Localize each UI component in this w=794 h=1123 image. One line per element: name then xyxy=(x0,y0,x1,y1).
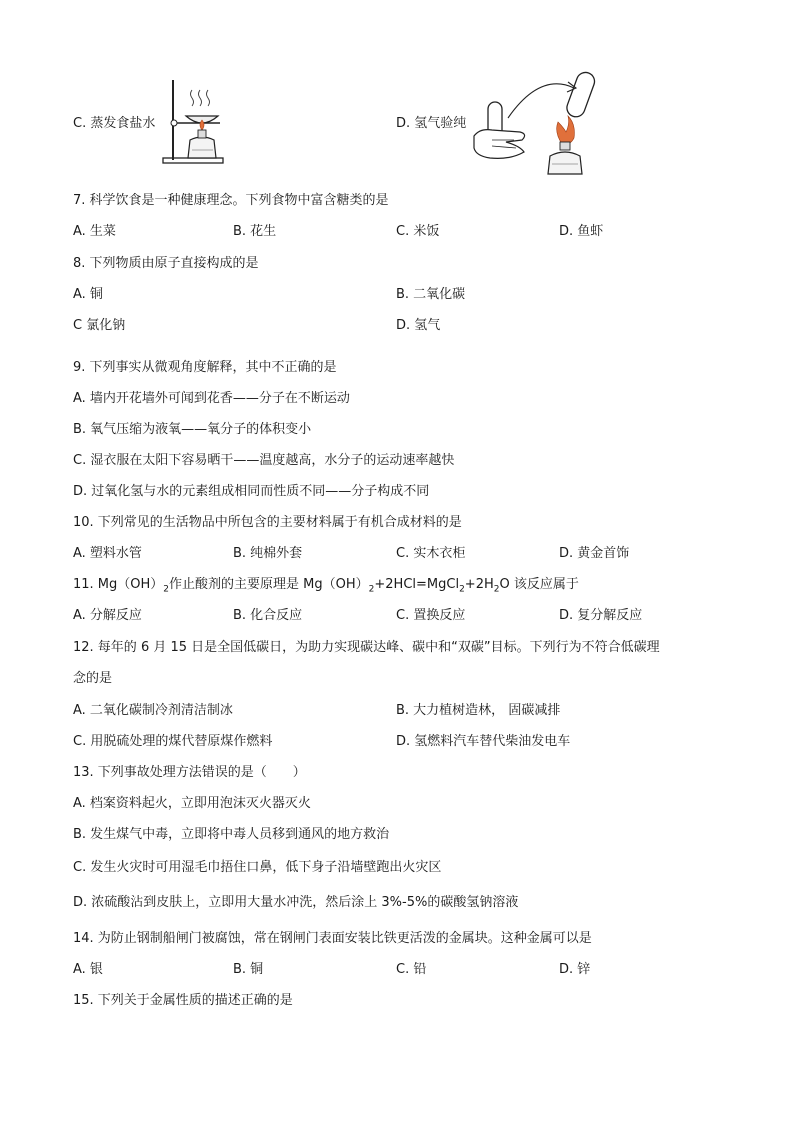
q12-option-c: C. 用脱硫处理的煤代替原煤作燃料 xyxy=(73,734,273,749)
q7-option-d: D. 鱼虾 xyxy=(559,224,604,239)
q6-option-d: D. 氢气验纯 xyxy=(396,116,467,131)
q8-option-d: D. 氢气 xyxy=(396,318,441,333)
q14-option-b: B. 铜 xyxy=(233,962,264,977)
q10-option-c: C. 实木衣柜 xyxy=(396,546,466,561)
q13-option-b: B. 发生煤气中毒，立即将中毒人员移到通风的地方救治 xyxy=(73,827,390,842)
q8-option-b: B. 二氧化碳 xyxy=(396,287,466,302)
q13-option-a: A. 档案资料起火，立即用泡沫灭火器灭火 xyxy=(73,796,311,811)
hydrogen-purity-test-figure xyxy=(470,66,610,178)
q10-option-a: A. 塑料水管 xyxy=(73,546,142,561)
q12-option-b: B. 大力植树造林， 固碳减排 xyxy=(396,703,561,718)
q12-stem-line2: 念的是 xyxy=(73,671,113,686)
q9-option-c: C. 湿衣服在太阳下容易晒干——温度越高，水分子的运动速率越快 xyxy=(73,453,455,468)
q10-option-b: B. 纯棉外套 xyxy=(233,546,303,561)
q13-stem: 13. 下列事故处理方法错误的是（ ） xyxy=(73,765,306,780)
q14-option-d: D. 锌 xyxy=(559,962,591,977)
q11-option-d: D. 复分解反应 xyxy=(559,608,643,623)
q10-option-d: D. 黄金首饰 xyxy=(559,546,630,561)
q9-option-b: B. 氧气压缩为液氧——氧分子的体积变小 xyxy=(73,422,312,437)
q11-option-b: B. 化合反应 xyxy=(233,608,303,623)
q11-stem: 11. $Mg(OH)_2$作止酸剂的主要原理是 $Mg(OH)_2+2HCl=MgCl_2+2H_2O$ 该反应属于 xyxy=(73,577,579,595)
q7-stem: 7. 科学饮食是一种健康理念。下列食物中富含糖类的是 xyxy=(73,193,389,208)
q14-stem: 14. 为防止钢制船闸门被腐蚀，常在钢闸门表面安装比铁更活泼的金属块。这种金属可以是 xyxy=(73,931,592,946)
q11-option-c: C. 置换反应 xyxy=(396,608,466,623)
q13-option-d: D. 浓硫酸沾到皮肤上，立即用大量水冲洗，然后涂上 3%-5%的碳酸氢钠溶液 xyxy=(73,895,519,910)
q9-stem: 9. 下列事实从微观角度解释，其中不正确的是 xyxy=(73,360,337,375)
q15-stem: 15. 下列关于金属性质的描述正确的是 xyxy=(73,993,293,1008)
evaporation-apparatus-figure xyxy=(158,74,230,166)
q7-option-c: C. 米饭 xyxy=(396,224,440,239)
q10-stem: 10. 下列常见的生活物品中所包含的主要材料属于有机合成材料的是 xyxy=(73,515,462,530)
q14-option-a: A. 银 xyxy=(73,962,103,977)
q9-option-a: A. 墙内开花墙外可闻到花香——分子在不断运动 xyxy=(73,391,350,406)
q8-stem: 8. 下列物质由原子直接构成的是 xyxy=(73,256,259,271)
q12-stem-line1: 12. 每年的 6 月 15 日是全国低碳日，为助力实现碳达峰、碳中和“双碳”目标。下列行为不符合低碳理 xyxy=(73,640,660,655)
q13-option-c: C. 发生火灾时可用湿毛巾捂住口鼻，低下身子沿墙壁跑出火灾区 xyxy=(73,860,442,875)
q14-option-c: C. 铅 xyxy=(396,962,427,977)
q7-option-b: B. 花生 xyxy=(233,224,277,239)
q6-option-c: C. 蒸发食盐水 xyxy=(73,116,156,131)
q9-option-d: D. 过氧化氢与水的元素组成相同而性质不同——分子构成不同 xyxy=(73,484,430,499)
q7-option-a: A. 生菜 xyxy=(73,224,116,239)
q12-option-a: A. 二氧化碳制冷剂清洁制冰 xyxy=(73,703,233,718)
q8-option-c: C 氯化钠 xyxy=(73,318,126,333)
q11-option-a: A. 分解反应 xyxy=(73,608,142,623)
q12-option-d: D. 氢燃料汽车替代柴油发电车 xyxy=(396,734,571,749)
q8-option-a: A. 铜 xyxy=(73,287,103,302)
